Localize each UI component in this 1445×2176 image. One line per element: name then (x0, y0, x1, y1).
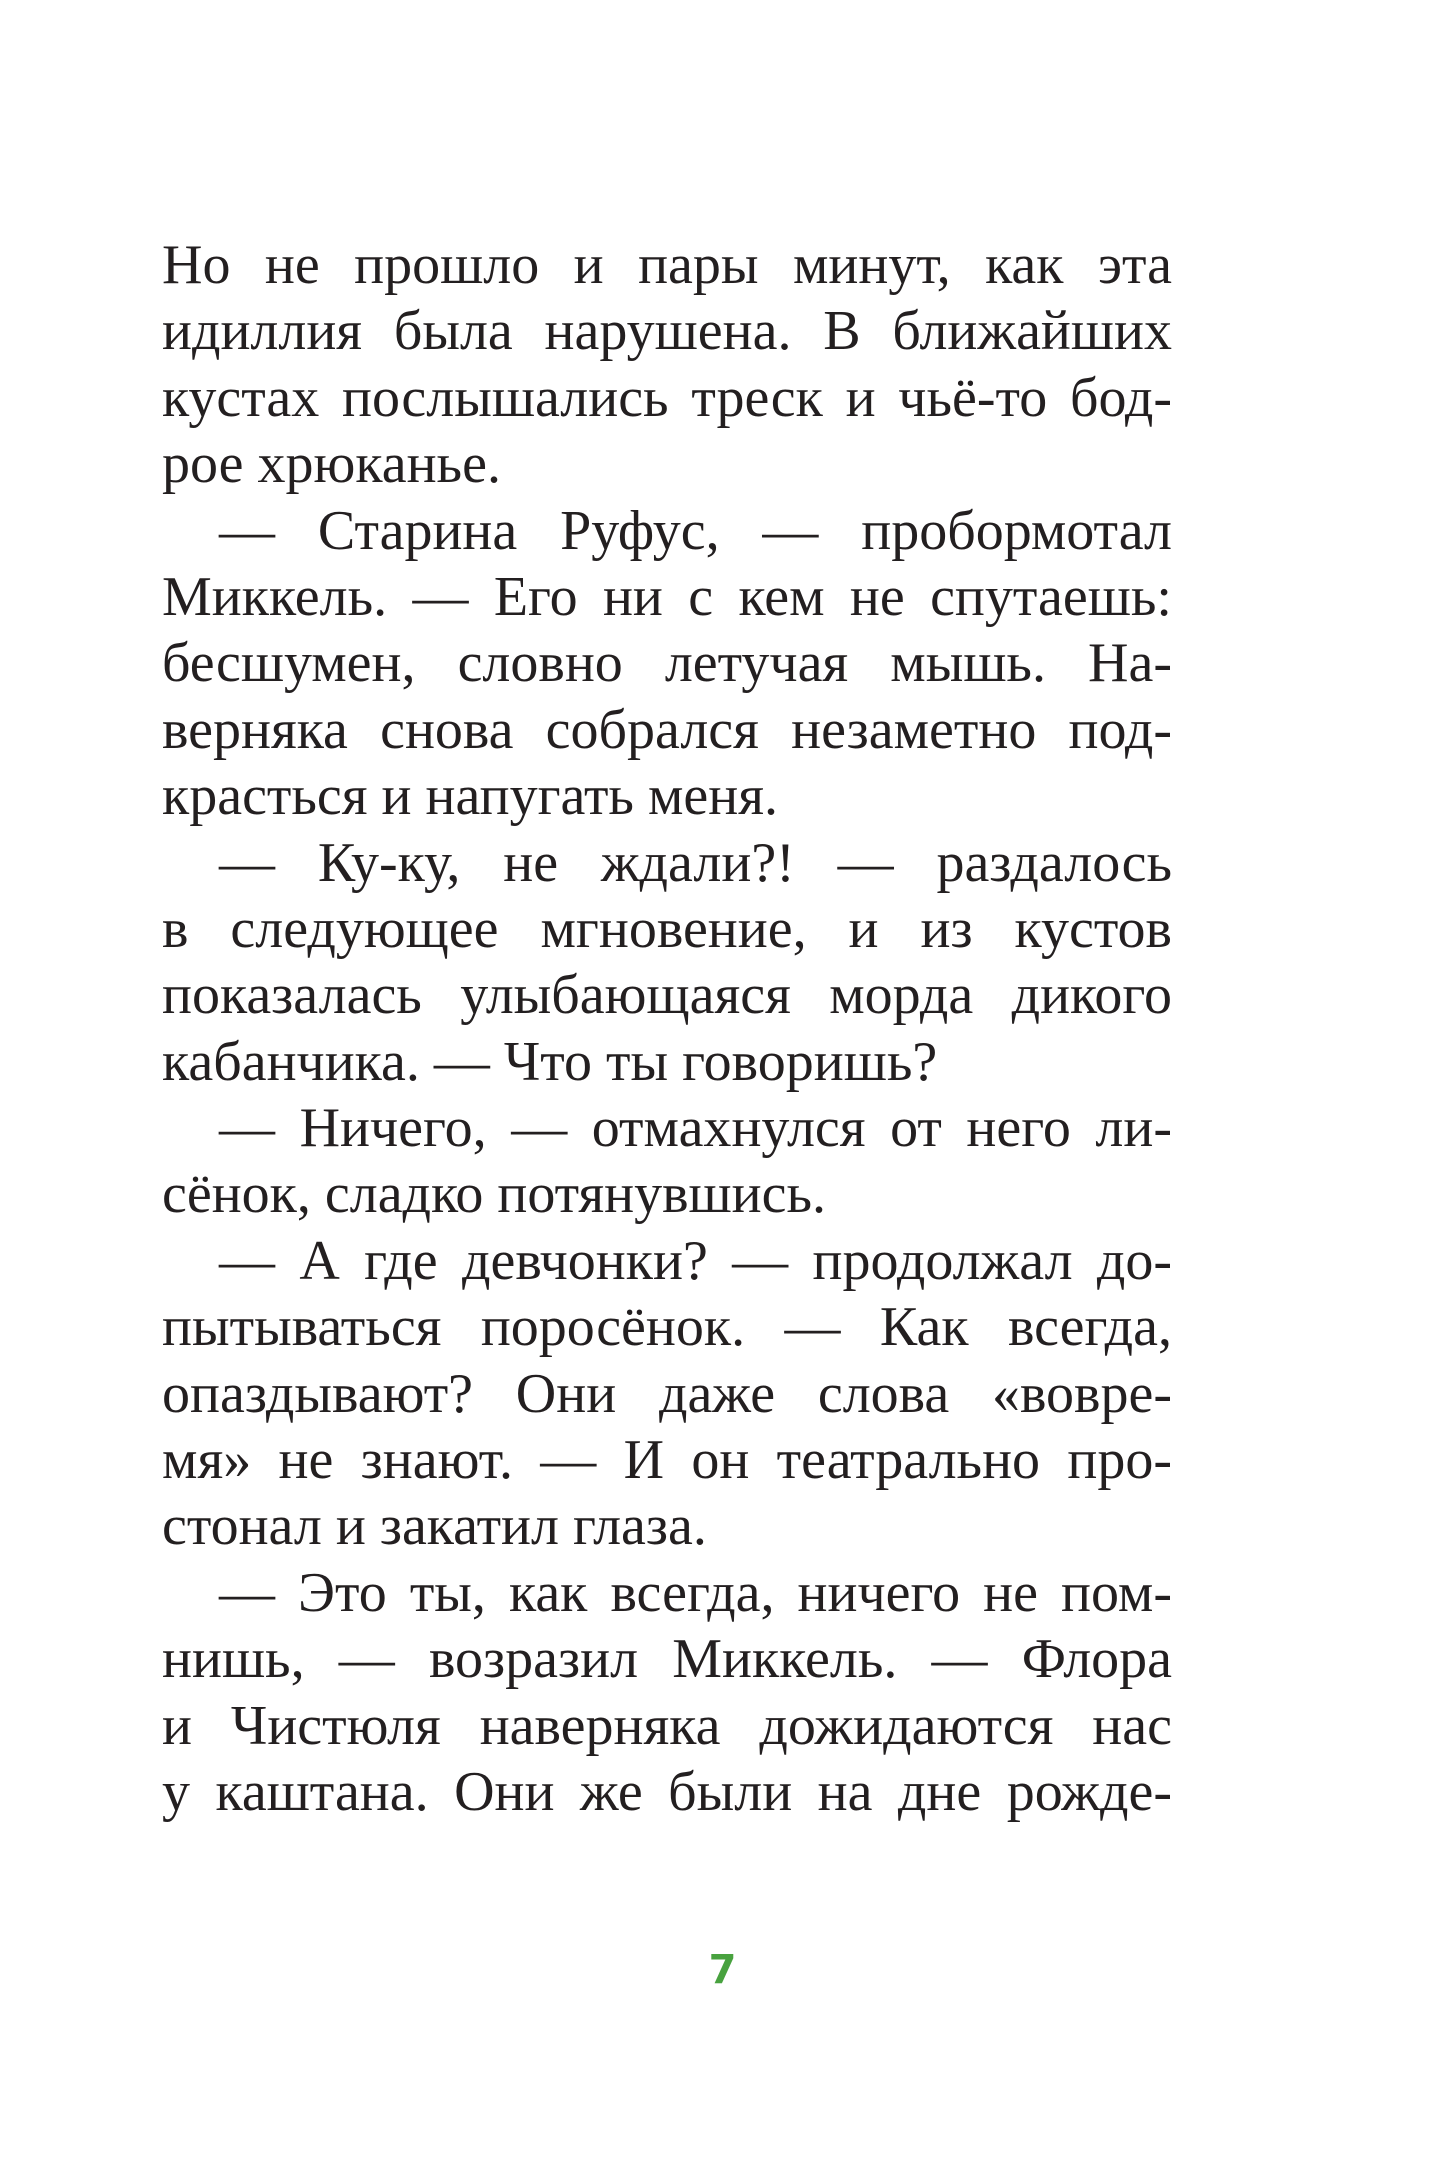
text-line: показалась улыбающаяся морда дикого (162, 964, 1172, 1027)
text-line: в следующее мгновение, и из кустов (162, 897, 1172, 960)
text-line: — Старина Руфус, — пробормотал (219, 499, 1172, 562)
text-line: идиллия была нарушена. В ближайших (162, 300, 1172, 363)
text-line: красться и напугать меня. (162, 765, 778, 828)
text-line: верняка снова собрался незаметно под- (162, 698, 1172, 761)
text-line: пытываться поросёнок. — Как всегда, (162, 1296, 1172, 1359)
text-line: стонал и закатил глаза. (162, 1495, 707, 1558)
text-line: опаздывают? Они даже слова «вовре- (162, 1362, 1172, 1425)
body-text (162, 232, 1172, 1825)
text-line: у каштана. Они же были на дне рожде- (162, 1760, 1172, 1823)
text-line: — Это ты, как всегда, ничего не пом- (219, 1561, 1172, 1624)
text-line: Но не прошло и пары минут, как эта (162, 234, 1172, 296)
text-line: нишь, — возразил Миккель. — Флора (162, 1628, 1172, 1691)
page-number: 7 (708, 1947, 737, 1993)
text-line: — Ничего, — отмахнулся от него ли- (219, 1097, 1172, 1160)
text-line: рое хрюканье. (162, 433, 501, 496)
text-line: сёнок, сладко потянувшись. (162, 1163, 827, 1226)
text-line: Миккель. — Его ни с кем не спутаешь: (162, 565, 1172, 628)
text-line: — Ку-ку, не ждали?! — раздалось (219, 831, 1172, 894)
text-line: и Чистюля наверняка дожидаются нас (162, 1694, 1172, 1757)
text-line: бесшумен, словно летучая мышь. На- (162, 632, 1172, 695)
text-line: кабанчика. — Что ты говоришь? (162, 1030, 938, 1093)
text-line: кустах послышались треск и чьё-то бод- (162, 366, 1172, 429)
text-line: — А где девчонки? — продолжал до- (219, 1229, 1172, 1292)
text-line: мя» не знают. — И он театрально про- (162, 1429, 1172, 1492)
